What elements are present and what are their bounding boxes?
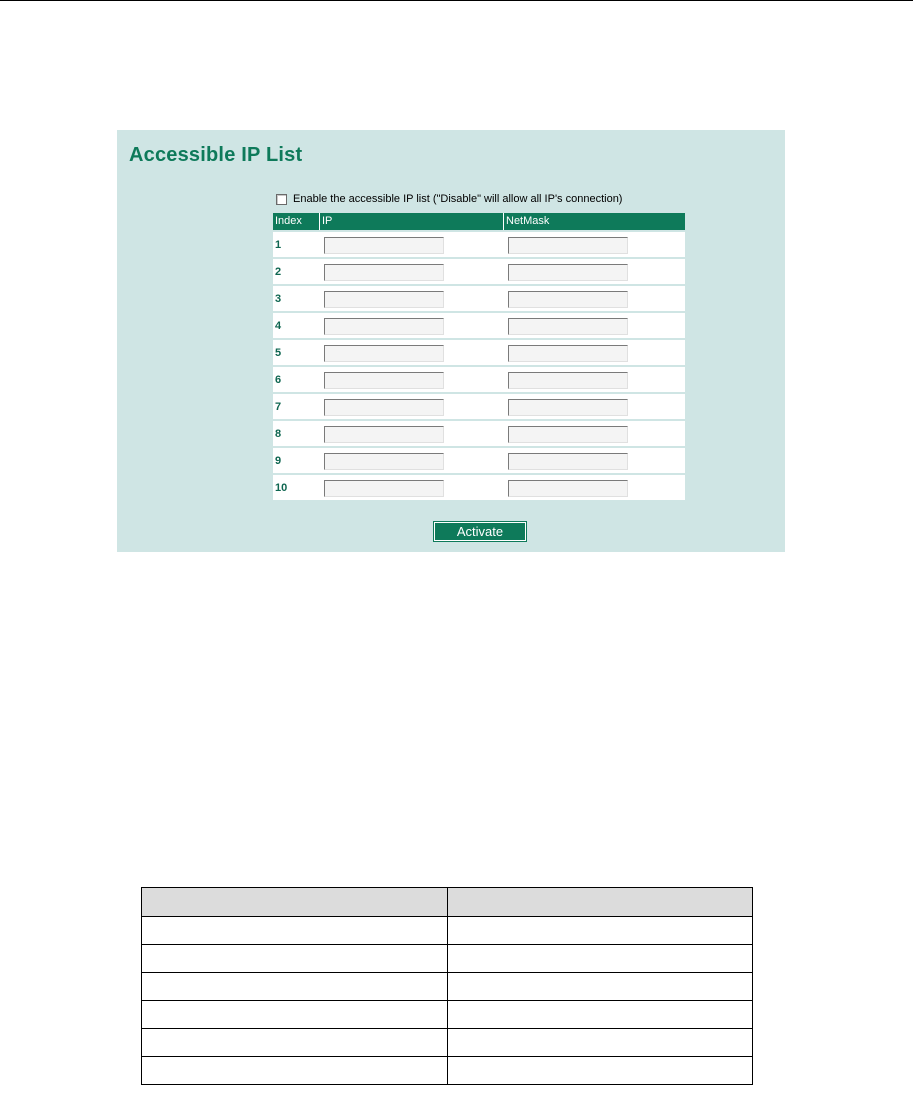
enable-ip-list-label: Enable the accessible IP list ("Disable" will allow all IP's connection) [293, 193, 623, 205]
bottom-table-cell [447, 945, 753, 973]
ip-list-row [273, 367, 685, 392]
bottom-table-cell [142, 945, 448, 973]
bottom-table-cell [142, 1001, 448, 1029]
netmask-input[interactable] [508, 264, 628, 281]
ip-list-row [273, 475, 685, 500]
bottom-table [141, 887, 753, 1085]
netmask-input[interactable] [508, 372, 628, 389]
netmask-cell [504, 235, 685, 254]
ip-cell [320, 424, 504, 443]
ip-list-row [273, 448, 685, 473]
ip-input[interactable] [324, 345, 444, 362]
enable-ip-list-checkbox[interactable] [276, 194, 287, 205]
ip-input[interactable] [324, 453, 444, 470]
netmask-input[interactable] [508, 291, 628, 308]
bottom-table-cell [447, 1029, 753, 1057]
ip-cell [320, 370, 504, 389]
netmask-input[interactable] [508, 426, 628, 443]
row-index: 3 [275, 292, 282, 305]
ip-list-row [273, 232, 685, 257]
bottom-table-row [142, 973, 753, 1001]
ip-cell [320, 478, 504, 497]
bottom-table-cell [142, 917, 448, 945]
netmask-cell [504, 478, 685, 497]
row-index: 2 [275, 265, 282, 278]
row-index: 6 [275, 373, 282, 386]
ip-list-table [273, 213, 685, 500]
bottom-table-row [142, 917, 753, 945]
netmask-cell [504, 289, 685, 308]
netmask-cell [504, 343, 685, 362]
bottom-table-header-row [142, 888, 753, 917]
row-index: 9 [275, 454, 282, 467]
netmask-cell [504, 424, 685, 443]
ip-list-row [273, 286, 685, 311]
netmask-input[interactable] [508, 237, 628, 254]
bottom-table-cell [447, 973, 753, 1001]
bottom-table-header-cell [447, 888, 753, 917]
bottom-table-body [142, 917, 753, 1085]
ip-input[interactable] [324, 237, 444, 254]
bottom-table-cell [142, 1057, 448, 1085]
row-index: 7 [275, 400, 282, 413]
ip-list-row [273, 394, 685, 419]
ip-cell [320, 316, 504, 335]
bottom-table-row [142, 945, 753, 973]
row-index: 4 [275, 319, 282, 332]
ip-list-rows [273, 232, 685, 500]
netmask-input[interactable] [508, 318, 628, 335]
netmask-cell [504, 451, 685, 470]
netmask-input[interactable] [508, 480, 628, 497]
accessible-ip-panel [117, 130, 785, 552]
activate-button[interactable]: Activate [434, 522, 526, 541]
ip-input[interactable] [324, 372, 444, 389]
row-index: 1 [275, 238, 282, 251]
ip-cell [320, 397, 504, 416]
page-title: Accessible IP List [129, 144, 303, 166]
top-rule [0, 0, 913, 1]
ip-list-row [273, 421, 685, 446]
ip-input[interactable] [324, 264, 444, 281]
ip-cell [320, 343, 504, 362]
ip-input[interactable] [324, 480, 444, 497]
netmask-cell [504, 316, 685, 335]
bottom-table-header-cell [142, 888, 448, 917]
ip-list-header-row [273, 213, 685, 230]
ip-list-row [273, 340, 685, 365]
ip-list-row [273, 259, 685, 284]
netmask-input[interactable] [508, 399, 628, 416]
row-index: 10 [275, 481, 288, 494]
bottom-table-cell [447, 1057, 753, 1085]
ip-input[interactable] [324, 291, 444, 308]
bottom-table-cell [447, 1001, 753, 1029]
bottom-table-row [142, 1057, 753, 1085]
bottom-table-row [142, 1029, 753, 1057]
enable-ip-list-option[interactable] [276, 192, 622, 206]
bottom-table-cell [142, 1029, 448, 1057]
netmask-cell [504, 262, 685, 281]
ip-column-header: IP [320, 213, 504, 230]
netmask-input[interactable] [508, 345, 628, 362]
ip-cell [320, 451, 504, 470]
bottom-table-cell [447, 917, 753, 945]
ip-cell [320, 235, 504, 254]
ip-list-row [273, 313, 685, 338]
index-column-header: Index [273, 213, 320, 230]
ip-input[interactable] [324, 426, 444, 443]
netmask-cell [504, 370, 685, 389]
row-index: 5 [275, 346, 282, 359]
netmask-cell [504, 397, 685, 416]
netmask-input[interactable] [508, 453, 628, 470]
bottom-table-cell [142, 973, 448, 1001]
row-index: 8 [275, 427, 282, 440]
ip-cell [320, 262, 504, 281]
ip-cell [320, 289, 504, 308]
bottom-table-row [142, 1001, 753, 1029]
netmask-column-header: NetMask [506, 215, 550, 227]
ip-input[interactable] [324, 318, 444, 335]
ip-input[interactable] [324, 399, 444, 416]
